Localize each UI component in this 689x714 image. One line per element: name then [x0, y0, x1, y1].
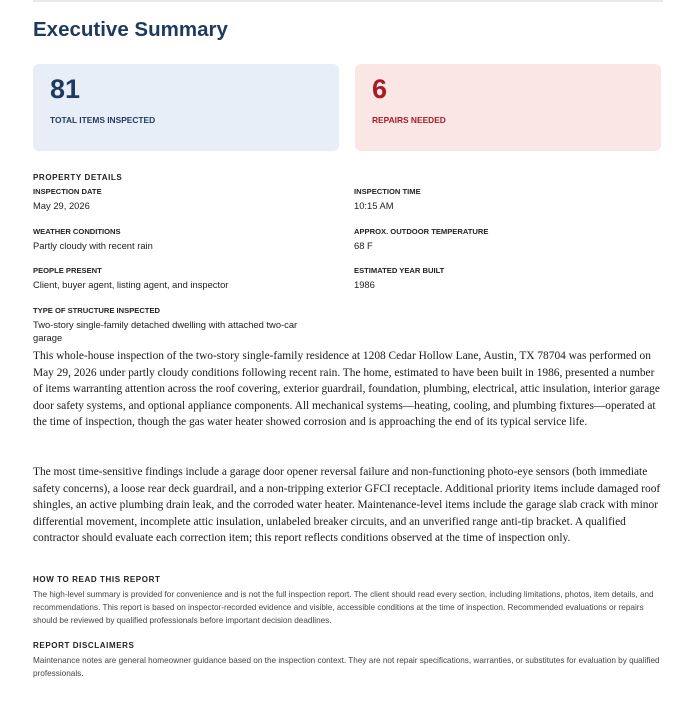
inspection-date-value: May 29, 2026 — [33, 200, 90, 211]
structure-type-label: TYPE OF STRUCTURE INSPECTED — [33, 306, 160, 315]
people-present-value: Client, buyer agent, listing agent, and inspector — [33, 279, 229, 290]
people-present-field — [33, 266, 333, 291]
people-present-label: PEOPLE PRESENT — [33, 266, 102, 275]
property-details-heading: PROPERTY DETAILS — [33, 173, 123, 182]
page-title: Executive Summary — [33, 18, 228, 41]
year-built-value: 1986 — [354, 279, 375, 290]
repairs-needed-card — [355, 64, 661, 151]
disclaimers-text: Maintenance notes are general homeowner guidance based on the inspection context. They are not repair specifications, warranties, or substitutes for evaluation by qualified professionals. — [33, 656, 660, 678]
inspection-time-field — [354, 187, 654, 212]
inspection-date-label: INSPECTION DATE — [33, 187, 102, 196]
total-items-label: TOTAL ITEMS INSPECTED — [50, 115, 156, 125]
temperature-field — [354, 227, 654, 252]
repairs-needed-label: REPAIRS NEEDED — [372, 115, 446, 125]
weather-label: WEATHER CONDITIONS — [33, 227, 121, 236]
inspection-time-value: 10:15 AM — [354, 200, 394, 211]
inspection-time-label: INSPECTION TIME — [354, 187, 421, 196]
weather-value: Partly cloudy with recent rain — [33, 240, 153, 251]
summary-paragraph-2: The most time-sensitive findings include a garage door opener reversal failure and non-functioning photo-eye sensors (both immediate safety concerns), a loose rear deck guardrail, and a non-tripping exterior GFCI receptacle. Additional priority items include damaged roof shingles, an active plumbing drain leak, and the corroded water heater. Maintenance-level items include the garage slab crack with minor differential movement, incomplete attic insulation, unlabeled breaker circuits, and an unverified range anti-tip bracket. A qualified contractor should evaluate each correction item; this report reflects conditions observed at the time of inspection only. — [33, 466, 661, 545]
total-items-value: 81 — [50, 74, 81, 104]
top-divider — [33, 0, 663, 2]
structure-type-value: Two-story single-family detached dwelling with attached two-car garage — [33, 319, 298, 343]
summary-paragraph-1: This whole-house inspection of the two-story single-family residence at 1208 Cedar Hollow Lane, Austin, TX 78704 was performed on May 29, 2026 under partly cloudy conditions following recent rain. The home, estimated to have been built in 1986, presented a number of items warranting attention across the roof covering, exterior guardrail, foundation, plumbing, electrical, attic insulation, interior garage door safety systems, and optional appliance components. All mechanical systems—heating, cooling, and plumbing fixtures—operated at the time of inspection, though the gas water heater showed corrosion and is approaching the end of its typical service life. — [33, 350, 660, 429]
year-built-field — [354, 266, 654, 291]
repairs-needed-value: 6 — [372, 74, 388, 104]
inspection-date-field — [33, 187, 333, 212]
year-built-label: ESTIMATED YEAR BUILT — [354, 266, 445, 275]
total-items-card — [33, 64, 339, 151]
structure-type-field — [33, 306, 325, 344]
weather-field — [33, 227, 333, 252]
how-to-read-text: The high-level summary is provided for convenience and is not the full inspection report. The client should read every section, including limitations, photos, item details, and recommendations. This report is based on inspector-recorded evidence and visible, accessible conditions at the time of inspection. Recommended evaluations or repairs should be reviewed by qualified professionals before important decision deadlines. — [33, 590, 654, 625]
disclaimers-heading: REPORT DISCLAIMERS — [33, 641, 135, 650]
temperature-value: 68 F — [354, 240, 373, 251]
temperature-label: APPROX. OUTDOOR TEMPERATURE — [354, 227, 489, 236]
how-to-read-heading: HOW TO READ THIS REPORT — [33, 575, 161, 584]
